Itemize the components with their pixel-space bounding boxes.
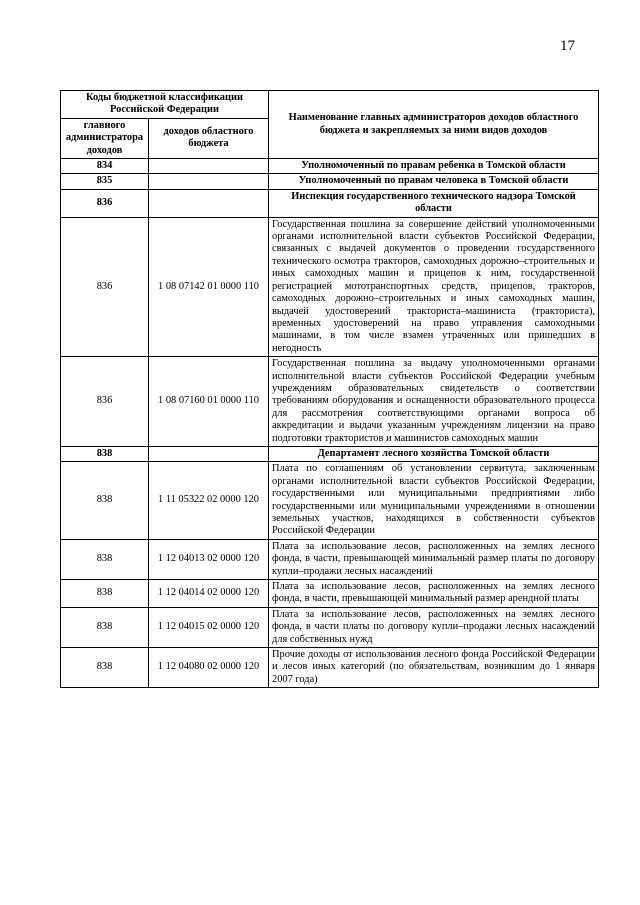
administrator-name-cell: Уполномоченный по правам человека в Томской области — [269, 174, 599, 189]
admin-row — [61, 159, 599, 174]
income-code-cell — [149, 159, 269, 174]
budget-classification-table — [60, 90, 599, 688]
header-row-1 — [61, 91, 599, 119]
income-description-cell: Плата по соглашениям об установлении сервитута, заключенным органами исполнительной власти субъектов Российской Федерации, государственными или муниципальными предприятиями либо государственными или муниципальными учреждениями в отношении земельных участков, находящихся в собственности субъектов Российской Федерации — [269, 462, 599, 539]
income-row — [61, 217, 599, 356]
income-description-cell: Государственная пошлина за выдачу уполномоченными органами исполнительной власти субъектов Российской Федерации учебным учреждениям образовательных свидетельств о соответствии требованиям оборудования и оснащенности образовательного процесса для рассмотрения соответствующими органами вопроса об аккредитации и выдачи указанным учреждениям лицензии на право подготовки трактористов и машинистов самоходных машин — [269, 357, 599, 447]
admin-code-cell: 834 — [61, 159, 149, 174]
header-income-column: доходов областного бюджета — [149, 118, 269, 158]
admin-code-cell: 836 — [61, 189, 149, 217]
page-number: 17 — [560, 38, 575, 54]
income-row — [61, 580, 599, 608]
income-code-cell: 1 12 04014 02 0000 120 — [149, 580, 269, 608]
income-row — [61, 462, 599, 539]
admin-code-cell: 838 — [61, 539, 149, 579]
header-admin-column: главного администратора доходов — [61, 118, 149, 158]
admin-code-cell: 838 — [61, 446, 149, 461]
income-row — [61, 648, 599, 688]
income-code-cell: 1 08 07142 01 0000 110 — [149, 217, 269, 356]
header-codes-group: Коды бюджетной классификации Российской Федерации — [61, 91, 269, 119]
income-description-cell: Плата за использование лесов, расположенных на землях лесного фонда, в части платы по договору купли–продажи лесных насаждений для собственных нужд — [269, 607, 599, 647]
income-code-cell: 1 08 07160 01 0000 110 — [149, 357, 269, 447]
admin-code-cell: 838 — [61, 580, 149, 608]
income-code-cell: 1 12 04015 02 0000 120 — [149, 607, 269, 647]
admin-code-cell: 835 — [61, 174, 149, 189]
admin-row — [61, 446, 599, 461]
income-description-cell: Плата за использование лесов, расположенных на землях лесного фонда, в части, превышающей минимальный размер арендной платы — [269, 580, 599, 608]
administrator-name-cell: Уполномоченный по правам ребенка в Томской области — [269, 159, 599, 174]
income-row — [61, 539, 599, 579]
header-name-column: Наименование главных администраторов доходов областного бюджета и закрепляемых за ними видов доходов — [269, 91, 599, 159]
administrator-name-cell: Департамент лесного хозяйства Томской области — [269, 446, 599, 461]
income-row — [61, 357, 599, 447]
income-code-cell — [149, 189, 269, 217]
income-code-cell — [149, 174, 269, 189]
income-code-cell — [149, 446, 269, 461]
admin-code-cell: 838 — [61, 462, 149, 539]
admin-code-cell: 836 — [61, 357, 149, 447]
income-code-cell: 1 11 05322 02 0000 120 — [149, 462, 269, 539]
table-body — [61, 159, 599, 688]
admin-code-cell: 838 — [61, 648, 149, 688]
admin-code-cell: 836 — [61, 217, 149, 356]
income-description-cell: Государственная пошлина за совершение действий уполномоченными органами исполнительной власти субъектов Российской Федерации, связанных с выдачей документов о проведении государственного технического осмотра тракторов, самоходных дорожно–строительных и иных самоходных машин и прицепов к ним, государственной регистрацией мототранспортных средств, прицепов, тракторов, самоходных дорожно–строительных и иных самоходных машин, выдачей удостоверений тракториста–машиниста (тракториста), временных удостоверений на право управления самоходными машинами, в том числе взамен утраченных или пришедших в негодность — [269, 217, 599, 356]
income-description-cell: Плата за использование лесов, расположенных на землях лесного фонда, в части, превышающей минимальный размер платы по договору купли–продажи лесных насаждений — [269, 539, 599, 579]
admin-row — [61, 189, 599, 217]
admin-code-cell: 838 — [61, 607, 149, 647]
administrator-name-cell: Инспекция государственного технического надзора Томской области — [269, 189, 599, 217]
income-description-cell: Прочие доходы от использования лесного фонда Российской Федерации и лесов иных категорий (по обязательствам, возникшим до 1 января 2007 года) — [269, 648, 599, 688]
income-row — [61, 607, 599, 647]
income-code-cell: 1 12 04080 02 0000 120 — [149, 648, 269, 688]
admin-row — [61, 174, 599, 189]
income-code-cell: 1 12 04013 02 0000 120 — [149, 539, 269, 579]
